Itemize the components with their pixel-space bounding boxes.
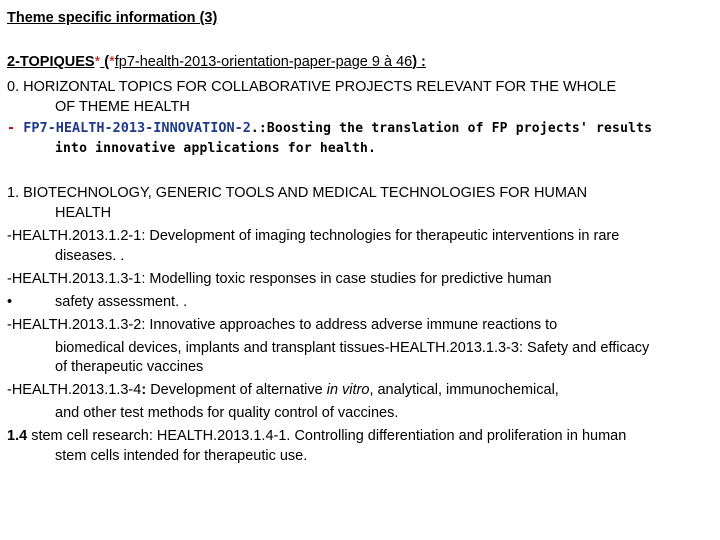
innovation-sep: .: [250,121,267,136]
topic-1-3-4-line2: and other test methods for quality control of vaccines. [55,405,399,421]
innovation-prefix: - [7,120,24,136]
topic-1-4-number: 1.4 [7,428,28,444]
topic-1-3-1-line2: safety assessment. . [55,294,188,310]
topic-1-3-4-post: , analytical, immunochemical, [369,382,559,398]
topic-1-4-line1 [7,426,626,446]
subtitle-open: ( [100,54,110,70]
subtitle-star: * [94,54,101,70]
innovation-code: FP7-HEALTH-2013-INNOVATION-2 [23,120,251,136]
topic-1-3-4-line1 [7,380,559,400]
subtitle-lead: 2-TOPIQUES [7,54,95,70]
subtitle-star2: * [109,54,115,70]
topic-1-3-1-line1: -HEALTH.2013.1.3-1: Modelling toxic responses in case studies for predictive human [7,271,552,287]
innovation-topic-line1 [7,118,652,139]
topic-1-3-4-code: -HEALTH.2013.1.3-4 [7,382,142,398]
topic-1-4-text: stem cell research: HEALTH.2013.1.4-1. Controlling differentiation and proliferation in human [27,428,627,444]
topic-1-3-2-line1: -HEALTH.2013.1.3-2: Innovative approaches to address adverse immune reactions to [7,317,558,333]
section1-heading-line1: 1. BIOTECHNOLOGY, GENERIC TOOLS AND MEDICAL TECHNOLOGIES FOR HUMAN [7,185,588,201]
topic-1-2-1-line1: -HEALTH.2013.1.2-1: Development of imaging technologies for therapeutic interventions in rare [7,228,620,244]
subtitle-close: ) : [412,54,426,70]
section1-heading-line2: HEALTH [55,205,112,221]
topic-1-4-line2: stem cells intended for therapeutic use. [55,448,308,464]
page-title: Theme specific information (3) [7,10,218,26]
innovation-text: Boosting the translation of FP projects' results [266,121,653,136]
topics-subtitle [7,52,426,72]
section0-heading-line2: OF THEME HEALTH [55,99,190,115]
topic-1-3-2-line3: of therapeutic vaccines [55,359,204,375]
topic-1-3-4-colon: : [141,382,147,398]
topic-1-3-2-line2: biomedical devices, implants and transplant tissues-HEALTH.2013.1.3-3: Safety and efficacy [55,340,650,356]
section0-heading-line1: 0. HORIZONTAL TOPICS FOR COLLABORATIVE PROJECTS RELEVANT FOR THE WHOLE [7,79,617,95]
topic-1-2-1-line2: diseases. . [55,248,125,264]
topic-1-3-4-mid: Development of alternative [146,382,327,398]
topic-1-3-4-italic: in vitro [326,382,370,398]
bullet-icon: • [7,294,13,310]
innovation-topic-line2: into innovative applications for health. [55,141,377,156]
subtitle-ref: fp7-health-2013-orientation-paper-page 9 à 46 [114,54,413,70]
